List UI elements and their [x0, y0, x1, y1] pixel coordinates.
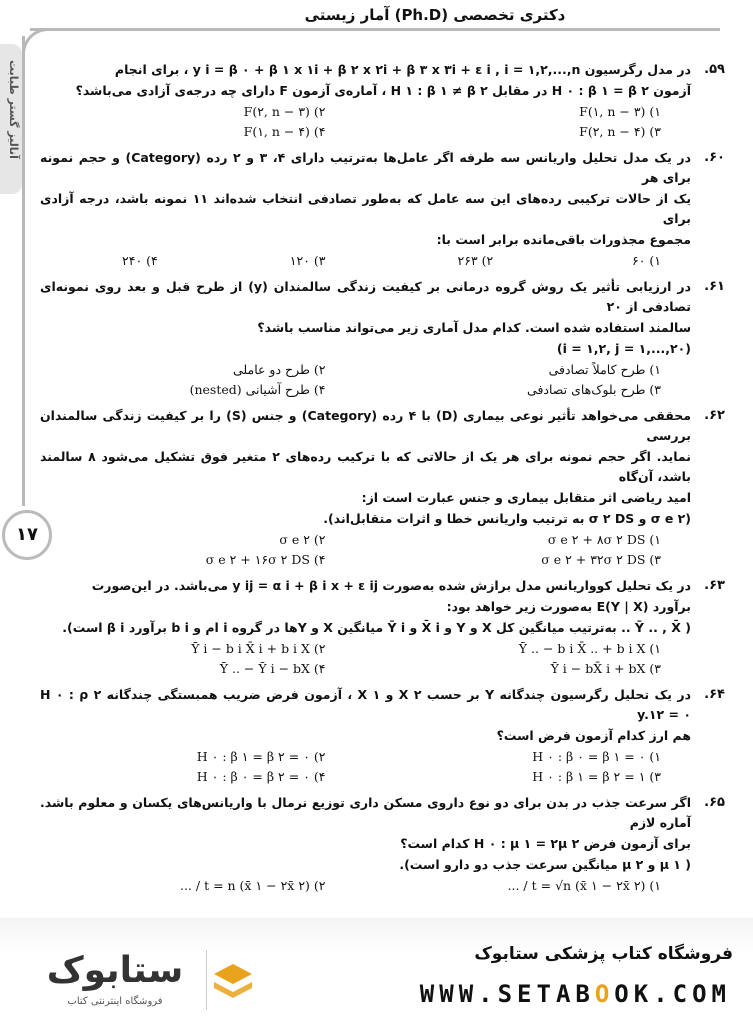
question-line: آزمون H ۰ : β ۱ = β ۲ در مقابل H ۱ : β ۱ ≠ β ۲ ، آماره‌ی آزمون F دارای چه درجه‌ی آزادی می‌باشد؟ [75, 83, 691, 98]
answer-option[interactable]: ۴) Ȳ .. − Ȳ i − bX [219, 661, 326, 676]
question-line: در مدل رگرسیون y i = β ۰ + β ۱ x ۱i + β ۲ x ۲i + β ۳ x ۳i + ε i , i = ۱,۲,...,n ، برای انجام [114, 62, 691, 77]
question-number: ۶۵. [704, 795, 725, 810]
answer-option[interactable]: ۲) F(۲, n − ۳) [243, 104, 326, 119]
page-number: ۱۷ [2, 510, 52, 560]
question-line: اگر سرعت جذب در بدن برای دو نوع داروی مسکن داری توزیع نرمال با واریانس‌های یکسان و معلوم باشد. آماره لازم [40, 795, 691, 830]
question-line: هم ارز کدام آزمون فرض است؟ [496, 728, 691, 743]
page-frame-top [30, 28, 720, 41]
answer-option[interactable]: ۲) H ۰ : β ۱ = β ۲ = ۰ [196, 749, 326, 764]
question-line: برای آزمون فرض H ۰ : μ ۱ = ۲μ ۲ کدام است؟ [400, 836, 691, 851]
question-line: ( μ ۱ و μ ۲ میانگین سرعت جذب دو دارو است). [399, 857, 691, 872]
answer-option[interactable]: ۲) t = n (x̄ ۱ − ۲x̄ ۲) / ... [179, 878, 326, 893]
answer-option[interactable]: ۳) ۱۲۰ [289, 253, 326, 268]
answer-options [40, 360, 691, 400]
page-header-title: دکتری تخصصی (Ph.D) آمار زیستی [304, 6, 566, 24]
question-text [40, 793, 691, 875]
answer-option[interactable]: ۴) σ e ۲ + ۱۶σ ۲ DS [205, 552, 326, 567]
question-item [40, 60, 725, 142]
answer-option[interactable]: ۴) H ۰ : β ۰ = β ۲ = ۰ [196, 769, 326, 784]
footer-url-accent-o: O [594, 980, 615, 1008]
answer-options [40, 639, 691, 679]
answer-options [40, 876, 691, 896]
question-line: در یک تحلیل کوواریانس مدل برازش شده به‌صورت y ij = α i + β i x + ε ij می‌باشد. در این‌صورت [91, 578, 691, 593]
answer-options [40, 747, 691, 787]
question-line: سالمند استفاده شده است. کدام مدل آماری زیر می‌تواند مناسب باشد؟ [257, 320, 691, 335]
setabook-logo-text: ستابوک [46, 950, 184, 991]
question-item [40, 277, 725, 400]
question-line: ( Ȳ .. , X̄ .. به‌ترتیب میانگین کل X و Y و X̄ i و Ȳ i میانگین X و Yها در گروه i ام و b i برآورد β i است). [62, 620, 691, 635]
question-item [40, 793, 725, 896]
footer-url[interactable] [420, 980, 731, 1008]
answer-option[interactable]: ۳) F(۲, n − ۴) [579, 124, 661, 139]
question-line: (σ e ۲ و σ ۲ DS به ترتیب واریانس خطا و اثرات متقابل‌اند). [323, 511, 691, 526]
answer-option[interactable]: ۳) σ e ۲ + ۳۲σ ۲ DS [541, 552, 661, 567]
side-publisher-label: آنالیز گستر طبابت [7, 60, 20, 159]
answer-option[interactable]: ۱) t = √n (x̄ ۱ − ۲x̄ ۲) / ... [507, 878, 661, 893]
answer-option[interactable]: ۳) H ۰ : β ۱ = β ۲ = ۱ [532, 769, 661, 784]
answer-option[interactable]: ۲) σ e ۲ [279, 532, 326, 547]
question-item [40, 148, 725, 271]
question-item [40, 685, 725, 787]
answer-option[interactable]: ۴) طرح آشیانی (nested) [189, 382, 326, 397]
question-text [40, 60, 691, 101]
answer-option[interactable]: ۳) Ȳ i − bX̄ i + bX [550, 661, 661, 676]
answer-option[interactable]: ۲) طرح دو عاملی [232, 362, 326, 377]
question-number: ۶۲. [704, 408, 725, 423]
answer-options [40, 530, 691, 570]
question-item [40, 576, 725, 679]
footer-shop-name: فروشگاه کتاب پزشکی ستابوک [474, 944, 733, 964]
questions-list [40, 60, 725, 902]
question-line: برآورد E(Y | X) به‌صورت زیر خواهد بود: [446, 599, 691, 614]
setabook-logo-icon [210, 960, 256, 1006]
question-line: (i = ۱,۲, j = ۱,...,۲۰) [556, 341, 691, 356]
question-text [40, 277, 691, 359]
page-frame-left [22, 36, 33, 506]
answer-option[interactable]: ۴) ۲۴۰ [122, 253, 158, 268]
footer-url-part: OK.COM [614, 980, 731, 1008]
question-number: ۶۴. [704, 687, 725, 702]
question-number: ۶۳. [704, 578, 725, 593]
question-item [40, 406, 725, 570]
setabook-logo-subtitle: فروشگاه اینترنتی کتاب [67, 996, 163, 1007]
answer-option[interactable]: ۲) Ȳ i − b i X̄ i + b i X [191, 641, 326, 656]
answer-option[interactable]: ۱) F(۱, n − ۳) [579, 104, 661, 119]
answer-options [40, 102, 691, 142]
footer-url-accent: B [575, 980, 595, 1008]
question-line: محققی می‌خواهد تأثیر نوعی بیماری (D) با ۴ رده (Category) و جنس (S) را بر کیفیت زندگی سالمندان بررسی [40, 408, 691, 443]
answer-options [40, 251, 691, 271]
answer-option[interactable]: ۱) طرح کاملاً تصادفی [548, 362, 661, 377]
answer-option[interactable]: ۴) F(۱, n − ۴) [243, 124, 326, 139]
question-line: نماید. اگر حجم نمونه برای هر یک از حالاتی که با ترکیب رده‌های ۲ متغیر فوق تشکیل می‌شود ۸ سالمند باشد، آن‌گاه [40, 449, 691, 484]
question-number: ۶۰. [704, 150, 725, 165]
footer-divider [206, 950, 207, 1010]
question-line: یک از حالات ترکیبی رده‌های این سه عامل که به‌طور تصادفی انتخاب شده‌اند ۱۱ نمونه باشد، درجه آزادی برای [40, 191, 692, 226]
question-number: ۶۱. [704, 279, 725, 294]
answer-option[interactable]: ۱) H ۰ : β ۰ = β ۱ = ۰ [532, 749, 661, 764]
question-text [40, 576, 691, 638]
question-number: ۵۹. [704, 62, 725, 77]
answer-option[interactable]: ۱) σ e ۲ + ۸σ ۲ DS [547, 532, 661, 547]
answer-option[interactable]: ۲) ۲۶۳ [457, 253, 494, 268]
question-line: در یک مدل تحلیل واریانس سه طرفه اگر عامل‌ها به‌ترتیب دارای ۴، ۳ و ۲ رده (Category) و حجم نمونه برای هر [40, 150, 691, 185]
answer-option[interactable]: ۱) Ȳ .. − b i X̄ .. + b i X [518, 641, 661, 656]
question-text [40, 685, 691, 746]
question-line: امید ریاضی اثر متقابل بیماری و جنس عبارت است از: [361, 490, 691, 505]
question-line: در یک تحلیل رگرسیون چندگانه Y بر حسب X ۲ و X ۱ ، آزمون فرض ضریب همبستگی چندگانه H ۰ : ρ ۲ y.۱۲ = ۰ [40, 687, 692, 722]
footer-url-part: WWW.SETA [419, 980, 576, 1008]
answer-option[interactable]: ۱) ۶۰ [631, 253, 661, 268]
question-line: در ارزیابی تأثیر یک روش گروه درمانی بر کیفیت زندگی سالمندان (y) از طرح قبل و بعد روی نمونه‌ای تصادفی از ۲۰ [40, 279, 691, 314]
answer-option[interactable]: ۳) طرح بلوک‌های تصادفی [527, 382, 661, 397]
question-text [40, 406, 691, 529]
question-line: مجموع مجذورات باقی‌مانده برابر است با: [436, 232, 691, 247]
question-text [40, 148, 691, 250]
